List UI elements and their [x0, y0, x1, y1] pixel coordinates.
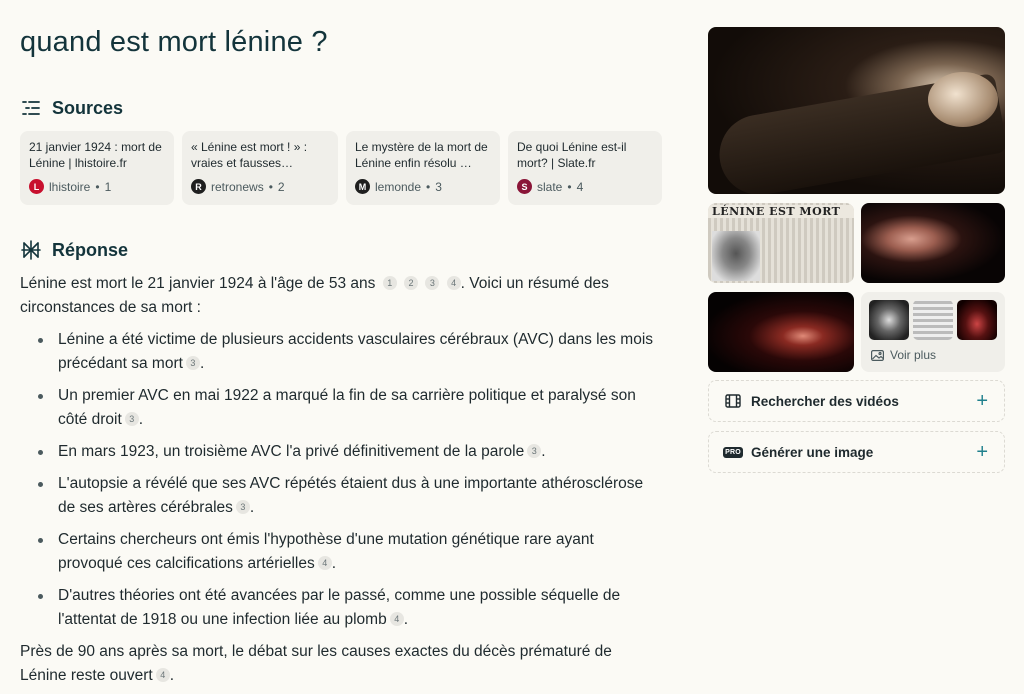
list-item: Lénine a été victime de plusieurs accidents vasculaires cérébraux (AVC) dans les mois précédant sa mort 3 .: [20, 328, 660, 376]
retronews-favicon-icon: R: [191, 179, 206, 194]
source-title: 21 janvier 1924 : mort de Lénine | lhistoire.fr: [29, 140, 162, 170]
main-image[interactable]: [708, 27, 1005, 194]
lhistoire-favicon-icon: L: [29, 179, 44, 194]
separator-dot: •: [268, 179, 273, 194]
see-more-label: [871, 348, 936, 362]
head-image[interactable]: [861, 203, 1005, 283]
image-icon: [871, 350, 884, 361]
answer-intro: [20, 272, 660, 320]
thumbnail-strip: [869, 300, 997, 340]
mausoleum-image[interactable]: [708, 292, 854, 372]
citation[interactable]: 1: [383, 276, 397, 290]
citation[interactable]: 3: [236, 500, 250, 514]
source-site: lemonde: [375, 179, 422, 194]
citation[interactable]: 4: [447, 276, 461, 290]
answer-icon: [20, 239, 42, 261]
citation[interactable]: 3: [425, 276, 439, 290]
source-site: lhistoire: [49, 179, 91, 194]
answer-bullets: [20, 328, 660, 632]
source-index: 1: [104, 179, 112, 194]
plus-icon: +: [976, 440, 988, 463]
bullet-text: Lénine a été victime de plusieurs accidents vasculaires cérébraux (AVC) dans les mois précédant sa mort: [58, 331, 654, 372]
source-meta: [517, 179, 583, 194]
source-meta: [29, 179, 111, 194]
search-videos-label: Rechercher des vidéos: [751, 393, 899, 409]
newspaper-portrait: [712, 231, 760, 281]
thumbnail: [913, 300, 953, 340]
bullet-text: En mars 1923, un troisième AVC l'a privé définitivement de la parole: [58, 443, 525, 460]
citation[interactable]: 3: [527, 444, 541, 458]
sources-heading: [20, 97, 123, 119]
list-item: Certains chercheurs ont émis l'hypothèse d'une mutation génétique rare ayant provoqué ces calcifications artérielles 4 .: [20, 528, 660, 576]
answer-heading: [20, 239, 128, 261]
list-item: D'autres théories ont été avancées par le passé, comme une possible séquelle de l'attentat de 1918 ou une infection liée au plomb 4 .: [20, 584, 660, 632]
citation[interactable]: 2: [404, 276, 418, 290]
answer-body: [20, 272, 660, 688]
see-more-text: Voir plus: [890, 348, 937, 362]
pro-badge-icon: [725, 444, 741, 460]
source-title: « Lénine est mort ! » : vraies et fausses…: [191, 140, 308, 170]
pro-badge: PRO: [725, 448, 741, 456]
newspaper-headline: LÉNINE EST MORT: [708, 205, 854, 218]
citation[interactable]: 4: [156, 668, 170, 682]
source-card-1[interactable]: [20, 131, 174, 205]
source-card-4[interactable]: [508, 131, 662, 205]
citation[interactable]: 3: [125, 412, 139, 426]
plus-icon: +: [976, 389, 988, 412]
source-title: De quoi Lénine est-il mort? | Slate.fr: [517, 140, 627, 170]
list-item: En mars 1923, un troisième AVC l'a privé définitivement de la parole 3 .: [20, 440, 660, 464]
page-title: quand est mort lénine ?: [20, 26, 328, 58]
separator-dot: •: [426, 179, 431, 194]
source-site: retronews: [211, 179, 264, 194]
source-title: Le mystère de la mort de Lénine enfin résolu …: [355, 140, 488, 170]
newspaper-image[interactable]: [708, 203, 854, 283]
thumbnail: [869, 300, 909, 340]
bullet-text: D'autres théories ont été avancées par le passé, comme une possible séquelle de l'attentat de 1918 ou une infection liée au plomb: [58, 587, 621, 628]
generate-image-button[interactable]: [708, 431, 1005, 473]
sources-icon: [20, 97, 42, 119]
answer-heading-label: Réponse: [52, 239, 129, 260]
sources-heading-label: Sources: [52, 97, 124, 118]
citation[interactable]: 3: [186, 356, 200, 370]
list-item: Un premier AVC en mai 1922 a marqué la fin de sa carrière politique et paralysé son côté droit 3 .: [20, 384, 660, 432]
source-meta: [191, 179, 285, 194]
slate-favicon-icon: S: [517, 179, 532, 194]
source-card-3[interactable]: [346, 131, 500, 205]
lemonde-favicon-icon: M: [355, 179, 370, 194]
answer-outro: Près de 90 ans après sa mort, le débat sur les causes exactes du décès prématuré de Lénine reste ouvert 4 .: [20, 643, 612, 684]
citation[interactable]: 4: [390, 612, 404, 626]
film-icon: [725, 393, 741, 409]
answer-outro-text: Près de 90 ans après sa mort, le débat sur les causes exactes du décès prématuré de Lénine reste ouvert: [20, 643, 612, 684]
bullet-text: Certains chercheurs ont émis l'hypothèse d'une mutation génétique rare ayant provoqué ces calcifications artérielles: [58, 531, 594, 572]
image-figure-head: [928, 72, 998, 127]
source-card-2[interactable]: [182, 131, 338, 205]
answer-intro-text: Lénine est mort le 21 janvier 1924 à l'âge de 53 ans: [20, 275, 376, 292]
separator-dot: •: [567, 179, 572, 194]
sources-list: [20, 131, 662, 205]
bullet-text: L'autopsie a révélé que ses AVC répétés étaient dus à une importante athérosclérose de ses artères cérébrales: [58, 475, 644, 516]
source-index: 3: [435, 179, 442, 194]
source-index: 4: [576, 179, 584, 194]
bullet-text: Un premier AVC en mai 1922 a marqué la fin de sa carrière politique et paralysé son côté droit: [58, 387, 636, 428]
generate-image-label: Générer une image: [751, 444, 874, 460]
source-site: slate: [537, 179, 563, 194]
search-videos-button[interactable]: [708, 380, 1005, 422]
list-item: L'autopsie a révélé que ses AVC répétés étaient dus à une importante athérosclérose de ses artères cérébrales 3 .: [20, 472, 660, 520]
separator-dot: •: [95, 179, 100, 194]
answer-intro-tail: . Voici un résumé des circonstances de sa mort :: [20, 275, 609, 316]
source-index: 2: [277, 179, 285, 194]
source-meta: [355, 179, 442, 194]
citation[interactable]: 4: [318, 556, 332, 570]
thumbnail: [957, 300, 997, 340]
see-more-images-button[interactable]: [861, 292, 1005, 372]
